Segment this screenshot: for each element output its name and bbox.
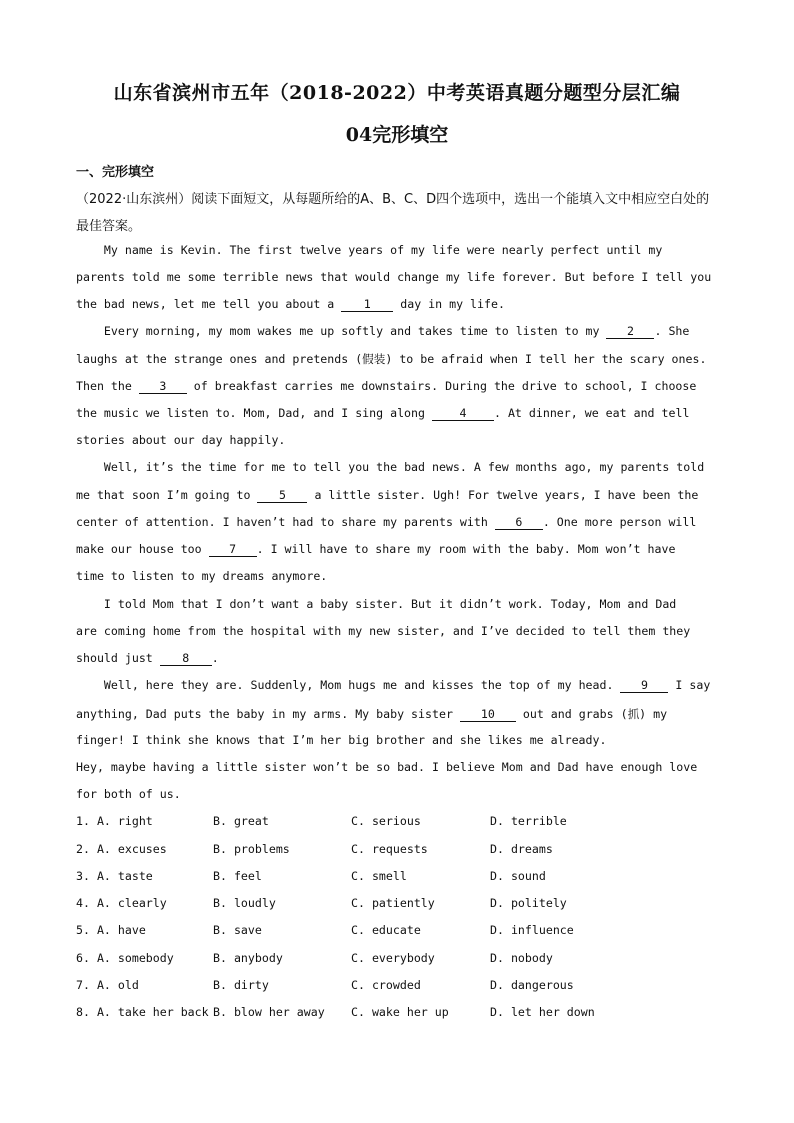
blank-2: 2 <box>606 324 654 339</box>
option-b: B. loudly <box>213 896 276 910</box>
option-b: B. problems <box>213 842 290 856</box>
blank-10: 10 <box>460 707 516 722</box>
option-b: B. dirty <box>213 978 269 992</box>
option-d: D. dreams <box>490 842 553 856</box>
option-a: 5. A. have <box>76 923 146 937</box>
passage-line: the music we listen to. Mom, Dad, and I sing along 4 . At dinner, we eat and tell <box>76 406 690 420</box>
passage-line: me that soon I’m going to 5 a little sister. Ugh! For twelve years, I have been the <box>76 488 699 502</box>
passage-line: I told Mom that I don’t want a baby sister. But it didn’t work. Today, Mom and Dad <box>103 597 677 611</box>
document-subtitle: 04完形填空 <box>345 124 449 146</box>
instructions: （2022·山东滨州）阅读下面短文，从每题所给的A、B、C、D四个选项中，选出一个能填入文中相应空白处的最佳答案。 <box>76 192 710 234</box>
passage-line: the bad news, let me tell you about a 1 day in my life. <box>76 297 505 311</box>
blank-4: 4 <box>432 406 494 421</box>
option-a: 6. A. somebody <box>76 951 174 965</box>
option-c: C. requests <box>351 842 428 856</box>
option-c: C. patiently <box>351 896 435 910</box>
passage-line: stories about our day happily. <box>76 433 286 447</box>
option-b: B. great <box>213 814 269 828</box>
option-c: C. crowded <box>351 978 421 992</box>
passage-line: Hey, maybe having a little sister won’t be so bad. I believe Mom and Dad have enough love <box>76 760 698 774</box>
blank-1: 1 <box>341 297 393 312</box>
passage-line: laughs at the strange ones and pretends (假装) to be afraid when I tell her the scary ones. <box>76 352 707 366</box>
option-a: 2. A. excuses <box>76 842 167 856</box>
passage-line: Every morning, my mom wakes me up softly and takes time to listen to my 2 . She <box>103 324 690 338</box>
option-c: C. serious <box>351 814 421 828</box>
option-c: C. wake her up <box>351 1005 449 1019</box>
option-d: D. influence <box>490 923 574 937</box>
option-d: D. let her down <box>490 1005 595 1019</box>
blank-3: 3 <box>139 379 187 394</box>
passage-line: make our house too 7 . I will have to share my room with the baby. Mom won’t have <box>76 542 676 556</box>
option-d: D. politely <box>490 896 567 910</box>
option-d: D. terrible <box>490 814 567 828</box>
option-d: D. sound <box>490 869 546 883</box>
option-c: C. smell <box>351 869 407 883</box>
option-a: 8. A. take her back <box>76 1005 209 1019</box>
option-b: B. anybody <box>213 951 283 965</box>
passage-line: Well, it’s the time for me to tell you the bad news. A few months ago, my parents told <box>103 460 705 474</box>
passage-line: are coming home from the hospital with my new sister, and I’ve decided to tell them they <box>76 624 691 638</box>
option-b: B. feel <box>213 869 262 883</box>
passage-line: should just 8 . <box>76 651 219 665</box>
passage-line: center of attention. I haven’t had to share my parents with 6 . One more person will <box>76 515 697 529</box>
option-b: B. blow her away <box>213 1005 325 1019</box>
option-d: D. dangerous <box>490 978 574 992</box>
section-heading: 一、完形填空 <box>76 165 155 180</box>
blank-6: 6 <box>495 515 543 530</box>
passage-line: anything, Dad puts the baby in my arms. My baby sister 10 out and grabs (抓) my <box>76 707 668 721</box>
passage-line: Well, here they are. Suddenly, Mom hugs me and kisses the top of my head. 9 I say <box>103 678 711 692</box>
passage-line: finger! I think she knows that I’m her big brother and she likes me already. <box>76 733 607 747</box>
option-a: 4. A. clearly <box>76 896 167 910</box>
blank-5: 5 <box>257 488 307 503</box>
document-title: 山东省滨州市五年（2018-2022）中考英语真题分题型分层汇编 <box>113 82 681 104</box>
option-d: D. nobody <box>490 951 553 965</box>
passage-line: time to listen to my dreams anymore. <box>76 569 328 583</box>
blank-9: 9 <box>620 678 668 693</box>
passage-line: for both of us. <box>76 787 181 801</box>
option-a: 7. A. old <box>76 978 139 992</box>
option-c: C. everybody <box>351 951 435 965</box>
blank-8: 8 <box>160 651 212 666</box>
passage-line: parents told me some terrible news that would change my life forever. But before I tell you <box>76 270 712 284</box>
passage-line: Then the 3 of breakfast carries me downstairs. During the drive to school, I choose <box>76 379 697 393</box>
option-a: 3. A. taste <box>76 869 153 883</box>
option-a: 1. A. right <box>76 814 153 828</box>
option-c: C. educate <box>351 923 421 937</box>
blank-7: 7 <box>209 542 257 557</box>
passage-line: My name is Kevin. The first twelve years of my life were nearly perfect until my <box>103 243 663 257</box>
option-b: B. save <box>213 923 262 937</box>
